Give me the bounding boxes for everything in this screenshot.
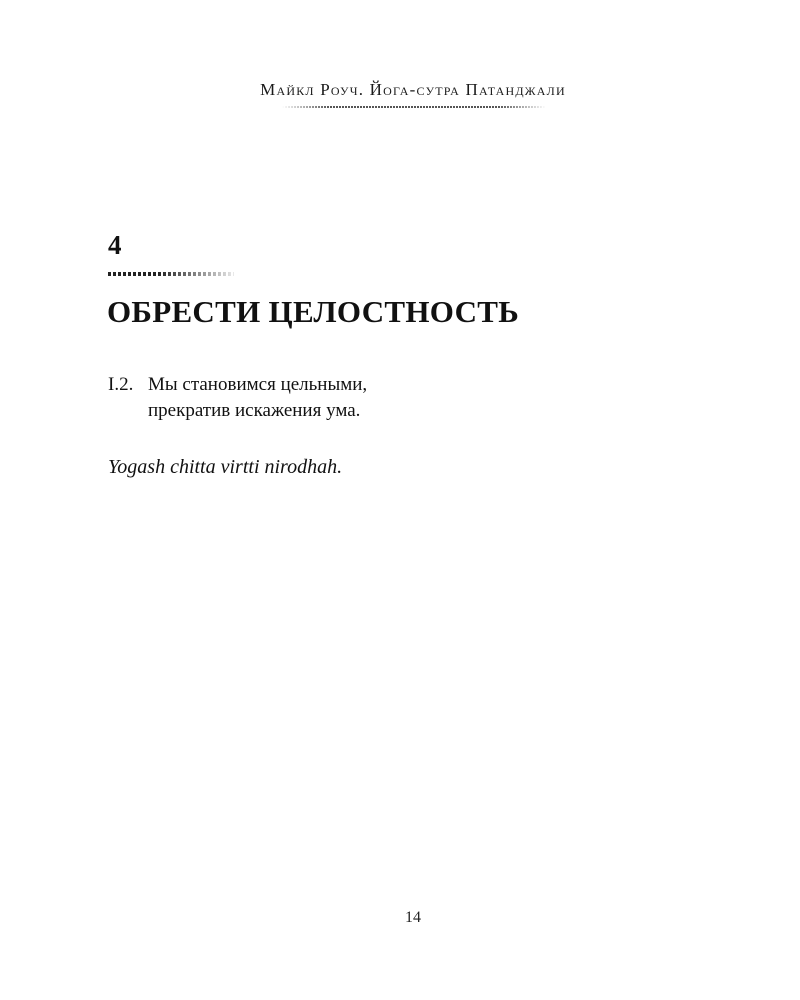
page-number: 14	[405, 909, 421, 926]
running-header: Майкл Роуч. Йога-сутра Патанджали	[260, 80, 566, 99]
header-dotted-rule	[282, 106, 546, 108]
verse-number: I.2.	[108, 374, 134, 395]
sutra-verse	[108, 372, 367, 424]
chapter-title: ОБРЕСТИ ЦЕЛОСТНОСТЬ	[107, 294, 520, 329]
verse-line-2: прекратив искажения ума.	[148, 400, 361, 421]
sanskrit-transliteration: Yogash chitta virtti nirodhah.	[108, 456, 343, 478]
verse-line-1: Мы становимся цельными,	[148, 374, 368, 395]
chapter-number: 4	[108, 230, 122, 260]
chapter-dotted-rule	[108, 272, 234, 276]
